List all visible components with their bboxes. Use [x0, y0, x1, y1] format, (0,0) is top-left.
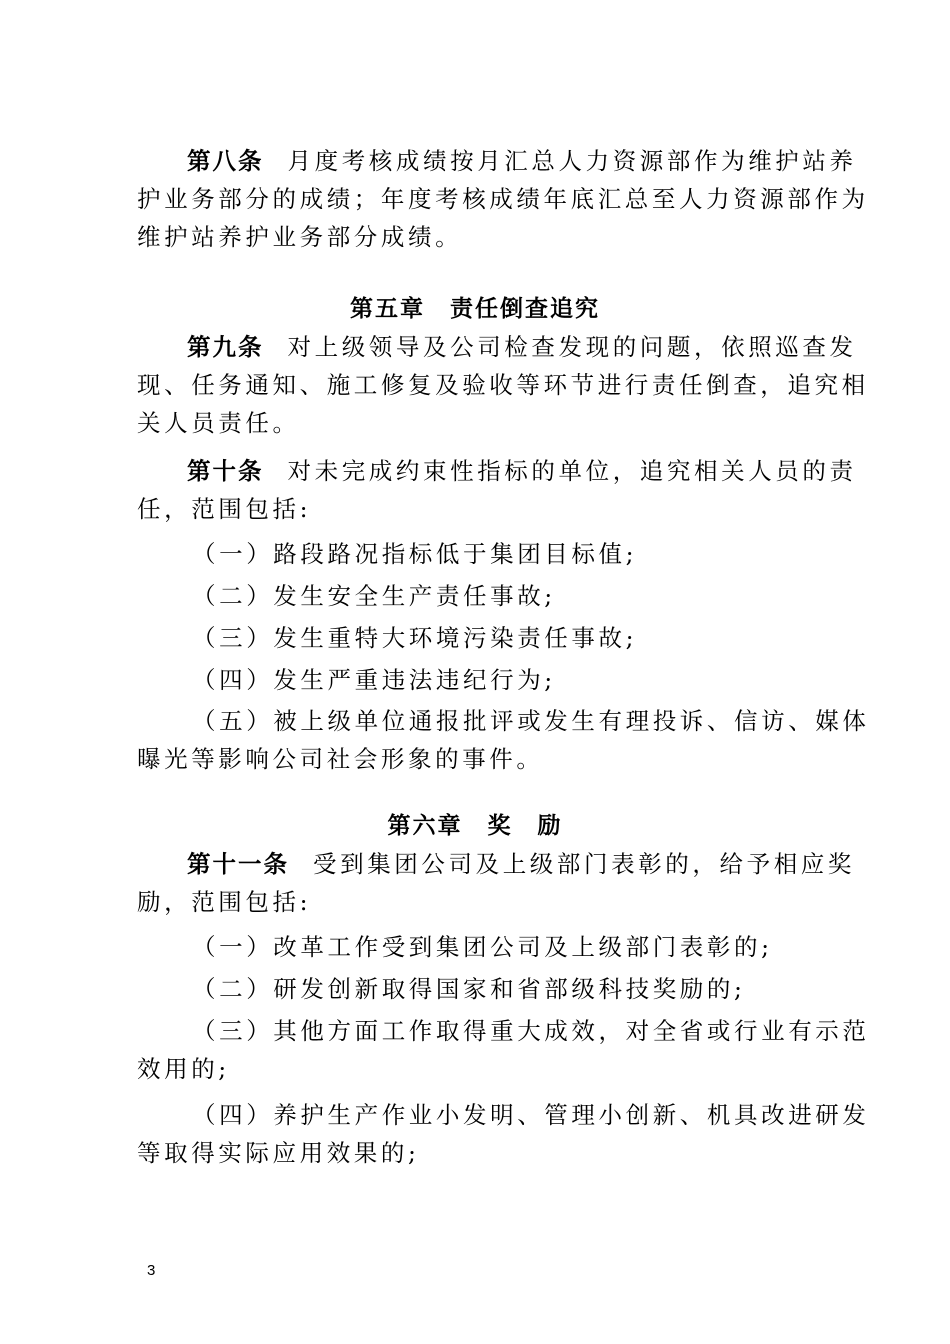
article-11-item-3: （三）其他方面工作取得重大成效，对全省或行业有示范效用的;	[137, 1017, 870, 1083]
article-11-item-4: （四）养护生产作业小发明、管理小创新、机具改进研发等取得实际应用效果的;	[137, 1101, 870, 1167]
chapter-5-heading: 第五章 责任倒查追究	[350, 296, 600, 322]
article-11-item-1: （一）改革工作受到集团公司及上级部门表彰的;	[192, 933, 773, 961]
article-10-title: 第十条	[187, 457, 264, 485]
article-10-item-2: （二）发生安全生产责任事故;	[192, 582, 556, 610]
article-11-title: 第十一条	[187, 850, 289, 878]
article-9-title: 第九条	[187, 333, 264, 361]
article-10-item-5: （五）被上级单位通报批评或发生有理投诉、信访、媒体曝光等影响公司社会形象的事件。	[137, 707, 870, 773]
article-11	[137, 845, 877, 921]
article-8-body: 月度考核成绩按月汇总人力资源部作为维护站养护业务部分的成绩；年度考核成绩年底汇总至人力资源部作为维护站养护业务部分成绩。	[137, 147, 869, 251]
article-8-title: 第八条	[187, 147, 264, 175]
article-8	[137, 142, 877, 256]
article-10-item-4: （四）发生严重违法违纪行为;	[192, 666, 556, 694]
article-10-item-1: （一）路段路况指标低于集团目标值;	[192, 540, 638, 568]
article-11-body: 受到集团公司及上级部门表彰的，给予相应奖励，范围包括:	[137, 850, 855, 916]
article-11-item-2: （二）研发创新取得国家和省部级科技奖励的;	[192, 975, 746, 1003]
article-10-body: 对未完成约束性指标的单位，追究相关人员的责任，范围包括:	[137, 457, 857, 523]
page-number: 3	[147, 1262, 156, 1279]
article-9	[137, 328, 877, 442]
article-9-body: 对上级领导及公司检查发现的问题，依照巡查发现、任务通知、施工修复及验收等环节进行责任倒查，追究相关人员责任。	[137, 333, 869, 437]
article-10-item-3: （三）发生重特大环境污染责任事故;	[192, 624, 638, 652]
article-10	[137, 452, 877, 528]
chapter-6-heading: 第六章 奖 励	[387, 813, 563, 839]
